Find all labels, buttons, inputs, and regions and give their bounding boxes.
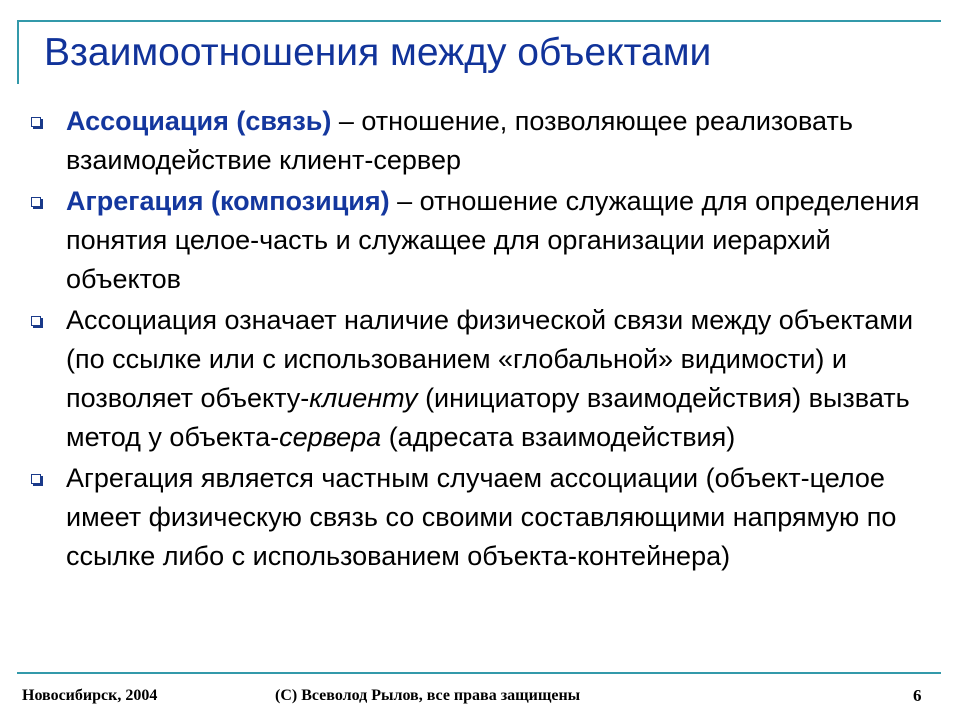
italic-client: клиенту [309,383,418,413]
italic-server: сервера [279,422,382,452]
bullet-item-association [30,102,930,180]
title-left-rule [17,20,19,84]
square-bullet-icon [31,197,41,207]
slide-title: Взаимоотношения между объектами [44,31,712,74]
footer-location: Новосибирск, 2004 [22,687,158,704]
bullet-text: – отношение служащие для определения понятия целое-часть и служащее для организации иерархий объектов [66,186,920,294]
bullet-text-part: (инициатору взаимодействия) вызвать метод у объекта- [66,383,910,452]
title-top-rule [17,20,941,22]
bullet-text-part: (адресата взаимодействия) [381,422,736,452]
bullet-text-part: Ассоциация означает наличие физической связи между объектами (по ссылке или с использованием «глобальной» видимости) и позволяет объекту- [66,305,914,413]
bullet-text: Агрегация является частным случаем ассоциации (объект-целое имеет физическую связь со своими составляющими напрямую по ссылке либо с использованием объекта-контейнера) [66,463,897,571]
square-bullet-icon [31,117,41,127]
bullet-item-aggregation [30,182,930,299]
footer-copyright: (C) Всеволод Рылов, все права защищены [275,687,581,704]
bullet-item-aggregation-details [30,459,930,576]
bullet-list [30,102,930,578]
square-bullet-icon [31,316,41,326]
page-number: 6 [913,686,922,705]
term-aggregation: Агрегация (композиция) [66,186,390,216]
bullet-text: – отношение, позволяющее реализовать взаимодействие клиент-сервер [66,106,853,175]
footer-rule [17,672,941,674]
bullet-item-association-details [30,301,930,457]
square-bullet-icon [31,474,41,484]
term-association: Ассоциация (связь) [66,106,332,136]
